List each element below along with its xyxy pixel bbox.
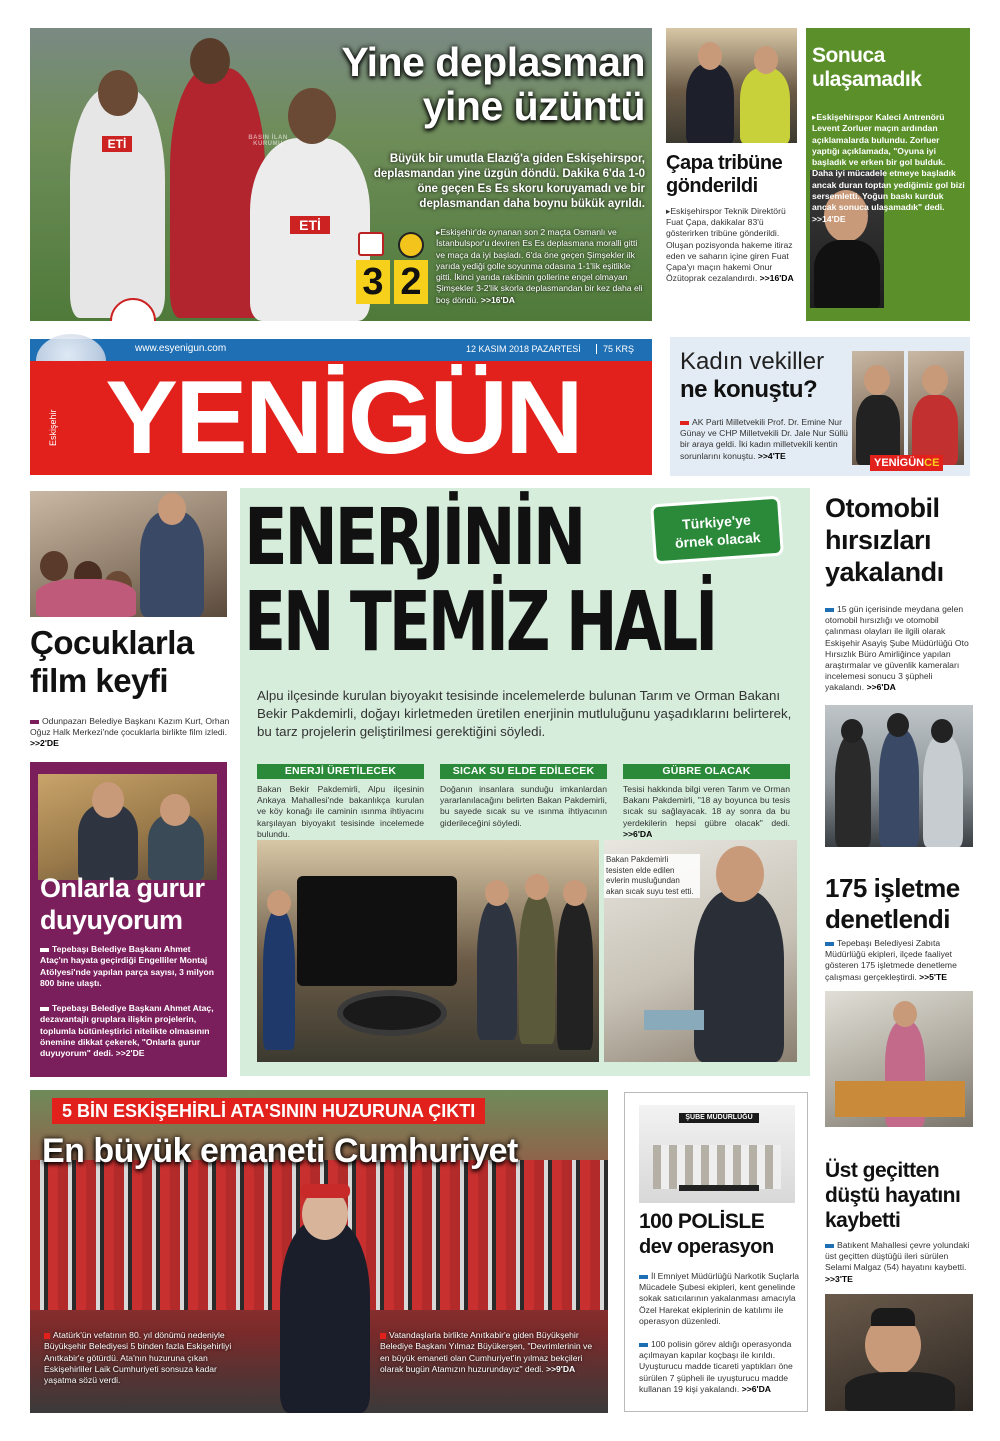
capa-body-text: ▸Eskişehirspor Teknik Direktörü Fuat Çapa, dakikalar 83'ü gösterirken tribüne gönderildi. Oluşan pozisyonda hakeme itiraz eden ve saharın içine giren Fuat Çapa'yı maçın hakemi Onur Özütoprak cezalandırdı. <box>666 206 793 284</box>
gurur-body-1-text: Tepebaşı Belediye Başkanı Ahmet Ataç'ın hayata geçirdiği Engelliler Montaj Atölyesi'nde yapılan parça sayısı, 3 milyon 800 bine ulaştı. <box>40 944 214 988</box>
sonuca-ref[interactable]: >>14'DE <box>812 213 846 224</box>
top-left-lead: Büyük bir umutla Elazığ'a giden Eskişehirspor, deplasmandan yine üzgün döndü. Dakika 6'da 1-0 öne geçen Es Es skoru koruyamadı ve bir deplasmandan daha boynu bükük ayrıldı. <box>373 153 645 210</box>
main-badge: Türkiye'ye örnek olacak <box>650 496 784 565</box>
polis-body-2 <box>639 1339 801 1395</box>
main-col-2-text: Doğanın insanlara sunduğu imkanlardan yararlanılacağını belirten Bakan Pakdemirli, bu sayede sıcak su ve ısınma ihtiyacının giderileceğini söyledi. <box>440 784 607 828</box>
faucet-caption: Bakan Pakdemirli tesisten elde edilen evlerin musluğundan akan sıcak suyu test etti. <box>604 854 700 898</box>
sports-photo: ETİ ETİ <box>30 28 652 321</box>
sonuca-body-text: ▸Eskişehirspor Kaleci Antrenörü Levent Zorluer maçın ardından açıklamalarda bulundu. Zorluer yaptığı açıklamada, "Oyuna iyi başladık ve erken bir gol bulduk. Daha iyi mücadele etmeye başladık ancak duran toptan yediğimiz gol bizi sersemletti. Yoğun baskı kurduk ancak sonuca ulaşamadık" dedi. <box>812 112 965 213</box>
cocuklar-body-text: Odunpazarı Belediye Başkanı Kazım Kurt, Orhan Oğuz Halk Merkezi'nde çocuklarla birlikte film izledi. <box>30 716 230 738</box>
isletme-body-text: Tepebaşı Belediyesi Zabıta Müdürlüğü ekipleri, ilçede faaliyet gösteren 175 işletmede denetleme çalışması gerçekleştirdi. <box>825 938 957 982</box>
yenigunce-badge-2: CE <box>924 457 940 469</box>
main-col-2-title: SICAK SU ELDE EDİLECEK <box>440 764 607 779</box>
cocuklar-ref[interactable]: >>2'DE <box>30 738 59 749</box>
ata-headline: En büyük emaneti Cumhuriyet <box>42 1132 518 1170</box>
main-lead: Alpu ilçesinde kurulan biyoyakıt tesisinde incelemelerde bulunan Tarım ve Orman Bakanı Bekir Pakdemirli, doğayı kirletmeden üretilen enerjinin mutluluğunu yaşadıklarını belirterek, bu tarz projelerin geliştirilmesi gerektiğini söyledi. <box>257 688 792 739</box>
biogas-photo <box>257 840 599 1062</box>
main-col-1-title: ENERJİ ÜRETİLECEK <box>257 764 424 779</box>
women-photo-1 <box>852 351 904 465</box>
gurur-photo <box>38 774 217 880</box>
main-col-3-ref[interactable]: >>6'DA <box>623 828 653 839</box>
gecit-body-text: Batıkent Mahallesi çevre yolundaki üst geçitten düştüğü ileri sürülen Selami Malgaz (54) hayatını kaybetti. <box>825 1240 970 1273</box>
main-col-3 <box>623 784 790 840</box>
suspects-photo <box>825 705 973 847</box>
capa-body <box>666 206 800 284</box>
main-headline-2: EN TEMİZ HALİ <box>244 575 716 670</box>
polis-box <box>624 1092 808 1412</box>
isletme-ref[interactable]: >>5'TE <box>919 971 947 982</box>
team-crest-home-icon <box>358 232 384 256</box>
women-body-text: AK Parti Milletvekili Prof. Dr. Emine Nur Günay ve CHP Milletvekili Dr. Jale Nur Süllü bir araya geldi. İki kadın milletvekili kentin sorunlarını konuştu. <box>680 417 848 461</box>
polis-ref[interactable]: >>6'DA <box>741 1383 771 1394</box>
watermark: BASIN İLAN KURUMU <box>248 135 288 147</box>
gurur-ref[interactable]: >>2'DE <box>115 1048 145 1059</box>
women-title-2: ne konuştu? <box>680 376 818 403</box>
isletme-headline: 175 işletme denetlendi <box>825 873 960 934</box>
capa-photo <box>666 28 797 143</box>
women-photo-2 <box>908 351 964 465</box>
capa-headline: Çapa tribüne gönderildi <box>666 152 783 197</box>
polis-body-2-text: 100 polisin görev aldığı operasyonda açılmayan kapılar koçbaşı ile kırıldı. Uyuşturucu madde ticareti yaptıkları öne sürülen 7 şüpheli ile uyuşturucu madde kullanan 19 kişi yakalandı. <box>639 1339 793 1394</box>
main-col-1-text: Bakan Bekir Pakdemirli, Alpu ilçesinin Ankaya Mahallesi'nde bakanlıkça kurulan ve köy konağı ile caminin ısınma ihtiyacını karşılayan biyoyakıt tesisinde incelemede bulundu. <box>257 784 424 839</box>
gecit-ref[interactable]: >>3'TE <box>825 1273 853 1284</box>
team-crest-away-icon <box>398 232 424 258</box>
masthead-logo: YENİGÜN <box>105 360 581 476</box>
gecit-headline: Üst geçitten düştü hayatını kaybetti <box>825 1159 961 1232</box>
otomobil-body <box>825 604 973 694</box>
isletme-photo <box>825 991 973 1127</box>
ata-banner: 5 BİN ESKİŞEHİRLİ ATA'SININ HUZURUNA ÇIKTI <box>52 1098 485 1124</box>
gurur-headline: Onlarla gurur duyuyorum <box>40 873 205 935</box>
cocuklar-headline: Çocuklarla film keyfi <box>30 624 194 699</box>
women-box <box>670 337 970 476</box>
gurur-body-2-text: Tepebaşı Belediye Başkanı Ahmet Ataç, dezavantajlı gruplara ilişkin projelerin, toplumla bütünleştirici nitelikte olmasının önemine dikkat çekerek, "Onlarla gurur duyuyorum" dedi. <box>40 1003 214 1059</box>
score-home: 3 <box>356 260 390 304</box>
sonuca-headline: Sonuca ulaşamadık <box>812 44 922 91</box>
main-col-3-title: GÜBRE OLACAK <box>623 764 790 779</box>
gecit-body <box>825 1240 973 1285</box>
ata-ref[interactable]: >>9'DA <box>545 1363 576 1374</box>
masthead-city: Eskişehir <box>48 409 58 446</box>
yenigunce-badge-1: YENİGÜN <box>874 457 925 469</box>
women-ref[interactable]: >>4'TE <box>757 450 786 461</box>
yenigunce-badge <box>870 455 943 471</box>
isletme-body <box>825 938 973 983</box>
cocuklar-photo <box>30 491 227 617</box>
ata-body-1-text: Atatürk'ün vefatının 80. yıl dönümü nedeniyle Büyükşehir Belediyesi 5 binden fazla Eskişehirliyi Anıtkabir'e götürdü. Ata'nın huzuruna çıkan Eskişehirliler Laik Cumhuriyeti sonsuza kadar yaşatma sözü verdi. <box>44 1330 232 1386</box>
otomobil-ref[interactable]: >>6'DA <box>866 682 896 693</box>
ata-body-1 <box>44 1330 244 1386</box>
masthead-price: 75 KRŞ <box>596 344 634 354</box>
otomobil-headline: Otomobil hırsızları yakalandı <box>825 493 944 587</box>
women-body <box>680 417 850 462</box>
cocuklar-body <box>30 716 230 750</box>
sonuca-body <box>812 112 966 225</box>
gecit-photo <box>825 1294 973 1411</box>
main-col-3-text: Tesisi hakkında bilgi veren Tarım ve Orman Bakanı Pakdemirli, "18 ay boyunca bu tesis sıcak su sağlayacak. 18 ay sonra da bu yerdekilerin hepsi gübre olacak" dedi. <box>623 784 790 828</box>
gurur-box <box>30 762 227 1077</box>
gurur-body-1 <box>40 944 220 989</box>
polis-photo <box>639 1105 795 1203</box>
capa-ref[interactable]: >>16'DA <box>759 273 794 284</box>
masthead-date: 12 KASIM 2018 PAZARTESİ <box>466 344 581 354</box>
women-title-1: Kadın vekiller <box>680 348 825 375</box>
gurur-body-2 <box>40 1003 220 1059</box>
main-headline-1: ENERJİNİN <box>244 493 584 583</box>
score-box <box>354 232 434 304</box>
polis-body-1 <box>639 1271 801 1327</box>
ata-body-2 <box>380 1330 602 1375</box>
sonuca-box <box>806 28 970 321</box>
top-left-headline: Yine deplasman yine üzüntü <box>341 39 645 129</box>
top-left-body-text: ▸Eskişehir'de oynanan son 2 maçta Osmanlı ve İstanbulspor'u deviren Es Es deplasmana moralli gitti ve maça da iyi başladı. 6'da öne geçen Şimşekler ilk yarıda yediği golle soyunma odasına 1-1'lik eşitlikle gitti. İkinci yarıda rakibinin gollerine engel olmayan Şimşekler 3-2'lik skorla deplasmandan bir kez daha eli boş döndü. <box>436 227 643 305</box>
score-away: 2 <box>394 260 428 304</box>
masthead-url[interactable]: www.esyenigun.com <box>135 343 227 354</box>
top-left-body <box>436 227 646 306</box>
top-left-ref[interactable]: >>16'DA <box>480 294 515 305</box>
otomobil-body-text: 15 gün içerisinde meydana gelen otomobil hırsızlığı ve otomobil çalınması olayları ile ilgili olarak Eskişehir Asayiş Şube Müdürlüğü Oto Hırsızlık Büro Amirliğince yapılan araştırmalar ve güvenlik kameraları incelemesi sonucu 3 şüpheli yakalandı. <box>825 604 969 693</box>
polis-headline-1: 100 POLİSLE <box>639 1210 765 1233</box>
polis-sign: ŞUBE MÜDÜRLÜĞÜ <box>679 1113 759 1123</box>
polis-body-1-text: İl Emniyet Müdürlüğü Narkotik Suçlarla Mücadele Şubesi ekipleri, kent genelinde sokak satıcılarının yakalanması amacıyla Özel Harekat ekiplerinin de katılımı ile operasyon düzenledi. <box>639 1271 800 1326</box>
polis-headline-2: dev operasyon <box>639 1236 774 1258</box>
ata-body-2-text: Vatandaşlarla birlikte Anıtkabir'e giden Büyükşehir Belediye Başkanı Yılmaz Büyükerşen, "Devrimlerinin ve en büyük emaneti olan Cumhuriyet'in yılmaz bekçileri olarak bugün Atamızın huzurundayız" dedi. <box>380 1330 593 1374</box>
